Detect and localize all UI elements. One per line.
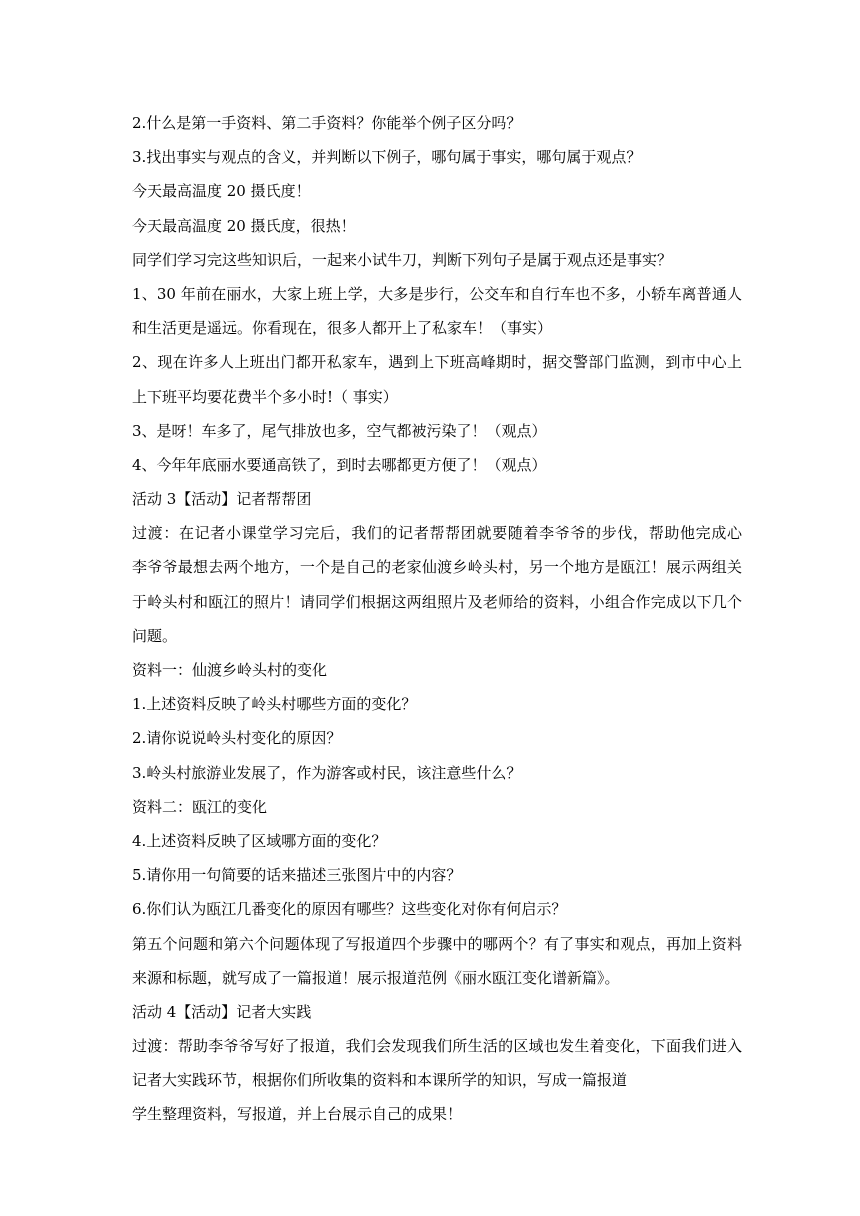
practice-intro: 同学们学习完这些知识后，一起来小试牛刀，判断下列句子是属于观点还是事实？ [132,250,673,269]
material-1-heading: 资料一：仙渡乡岭头村的变化 [132,661,328,679]
activity-4-transition-line-2: 记者大实践环节，根据你们所收集的资料和本课所学的知识，写成一篇报道 [132,1071,628,1090]
practice-item-4: 4、今年年底丽水要通高铁了，到时去哪都更方便了！（观点） [132,455,547,474]
material-1-question-2: 2.请你说说岭头村变化的原因？ [132,729,342,748]
material-2-question-6: 6.你们认为瓯江几番变化的原因有哪些？这些变化对你有何启示？ [132,900,567,919]
practice-item-2-line-1: 2、现在许多人上班出门都开私家车，遇到上下班高峰期时，据交警部门监测，到市中心上 [132,353,742,372]
material-1-question-1: 1.上述资料反映了岭头村哪些方面的变化？ [132,695,417,714]
activity-4-transition-line-1: 过渡：帮助李爷爷写好了报道，我们会发现我们所生活的区域也发生着变化，下面我们进入 [132,1037,742,1056]
activity-3-transition-line-3: 于岭头村和瓯江的照片！请同学们根据这两组照片及老师给的资料，小组合作完成以下几个 [132,592,742,611]
activity-3-heading: 活动 3【活动】记者帮帮团 [132,490,312,509]
report-steps-line-2: 来源和标题，就写成了一篇报道！展示报道范例《丽水瓯江变化谱新篇》。 [132,968,620,987]
example-opinion: 今天最高温度 20 摄氏度，很热！ [132,216,356,235]
question-fact-vs-opinion: 3.找出事实与观点的含义，并判断以下例子，哪句属于事实，哪句属于观点？ [132,148,642,167]
activity-4-heading: 活动 4【活动】记者大实践 [132,1002,312,1021]
activity-3-transition-line-2: 李爷爷最想去两个地方，一个是自己的老家仙渡乡岭头村，另一个地方是瓯江！展示两组关 [132,558,742,577]
activity-3-transition-line-4: 问题。 [132,626,178,645]
material-2-heading: 资料二：瓯江的变化 [132,797,268,816]
practice-item-3: 3、是呀！车多了，尾气排放也多，空气都被污染了！（观点） [132,421,547,440]
report-steps-line-1: 第五个问题和第六个问题体现了写报道四个步骤中的哪两个？有了事实和观点，再加上资料 [132,934,742,953]
practice-item-1-line-1: 1、30 年前在丽水，大家上班上学，大多是步行，公交车和自行车也不多，小轿车离普通人 [132,284,742,303]
material-2-question-4: 4.上述资料反映了区域哪方面的变化？ [132,831,387,850]
practice-item-1-line-2: 和生活更是遥远。你看现在，很多人都开上了私家车！（事实） [132,319,553,338]
practice-item-2-line-2: 上下班平均要花费半个多小时!（ 事实） [132,387,398,406]
activity-4-student-task: 学生整理资料，写报道，并上台展示自己的成果！ [132,1105,463,1124]
material-2-question-5: 5.请你用一句简要的话来描述三张图片中的内容？ [132,866,462,885]
activity-3-transition-line-1: 过渡：在记者小课堂学习完后，我们的记者帮帮团就要随着李爷爷的步伐，帮助他完成心 [132,524,742,543]
example-fact: 今天最高温度 20 摄氏度！ [132,182,311,201]
document-page [132,106,742,1132]
question-first-second-hand-sources: 2.什么是第一手资料、第二手资料？你能举个例子区分吗？ [132,114,522,132]
material-1-question-3: 3.岭头村旅游业发展了，作为游客或村民，该注意些什么？ [132,763,522,782]
